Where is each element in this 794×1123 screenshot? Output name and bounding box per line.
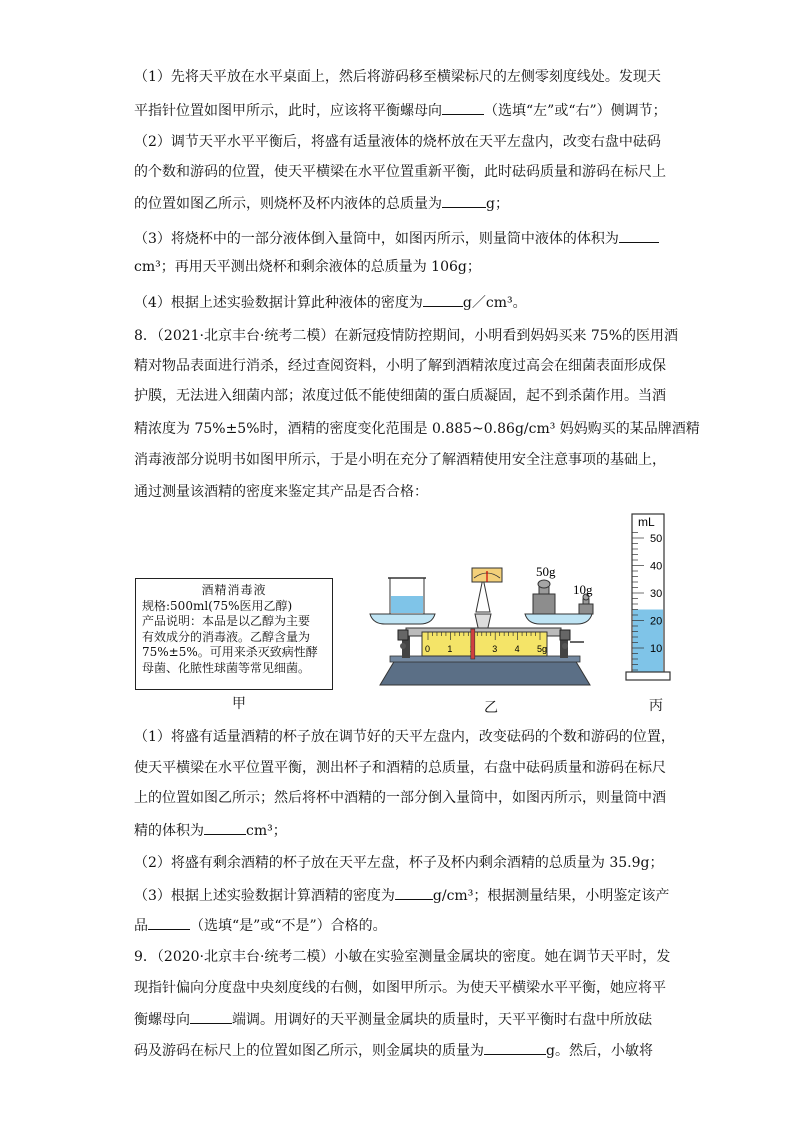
answer-blank[interactable]	[148, 915, 190, 930]
q8-line1: 8．（2021·北京丰台·统考二模）在新冠疫情防控期间，小明看到妈妈买来 75%的医用酒	[134, 328, 679, 344]
text: 码及游码在标尺上的位置如图乙所示，则金属块的质量为	[134, 1043, 484, 1059]
text: 端调。用调好的天平测量金属块的质量时，天平平衡时右盘中所放砝	[232, 1012, 652, 1028]
rider	[471, 629, 475, 659]
q7-part4-line	[134, 292, 527, 312]
q9-line4	[134, 1040, 653, 1060]
ruler-tick-label: 3	[492, 644, 498, 654]
label-spec: 规格:500ml(75%医用乙醇)	[142, 598, 293, 613]
q8-line3: 护膜，无法进入细菌内部；浓度过低不能使细菌的蛋白质凝固，起不到杀菌作用。当酒	[134, 388, 666, 404]
ruler-tick-label: 4	[514, 644, 520, 654]
q7-part3-line2: cm³；再用天平测出烧杯和剩余液体的总质量为 106g；	[134, 259, 481, 275]
q8-sub2-line: （2）将盛有剩余酒精的杯子放在天平左盘，杯子及杯内剩余酒精的总质量为 35.9g；	[134, 855, 664, 871]
balance-base-top	[390, 656, 580, 662]
text: 精的体积为	[134, 823, 204, 839]
text: 的位置如图乙所示，则烧杯及杯内液体的总质量为	[134, 196, 442, 212]
label-desc-3: 75%±5%。可用来杀灭致病性酵	[142, 645, 318, 659]
q7-part2-line1: （2）调节天平水平平衡后，将盛有适量液体的烧杯放在天平左盘内，改变右盘中砝码	[134, 134, 661, 150]
balance-base	[380, 660, 590, 685]
text: g/cm³；根据测量结果，小明鉴定该产	[432, 888, 670, 904]
caption-yi: 乙	[484, 700, 498, 716]
q7-part3-line1	[134, 228, 659, 248]
weight-50g-label: 50g	[536, 564, 556, 579]
right-pan	[525, 614, 592, 624]
q7-part2-line2: 的个数和游码的位置，使天平横梁在水平位置重新平衡，此时砝码质量和游码在标尺上	[134, 164, 666, 180]
weight-50g	[533, 594, 555, 614]
caption-jia: 甲	[232, 696, 246, 712]
text: 衡螺母向	[134, 1012, 190, 1028]
text: cm³；	[246, 823, 287, 839]
q8-sub1-line1: （1）将盛有适量酒精的杯子放在调节好的天平左盘内，改变砝码的个数和游码的位置，	[134, 729, 675, 745]
cylinder-tick-label: 10	[650, 643, 663, 655]
text: 平指针位置如图甲所示，此时，应该将平衡螺母向	[134, 103, 442, 119]
text: 品	[134, 918, 148, 934]
balance-figure	[360, 560, 600, 690]
answer-blank[interactable]	[395, 885, 433, 900]
answer-blank[interactable]	[423, 292, 463, 307]
q9-line3	[134, 1009, 652, 1029]
q8-sub3-line2	[134, 915, 387, 935]
weight-10g-label: 10g	[573, 582, 593, 597]
label-desc-2: 有效成分的消毒液。乙醇含量为	[142, 629, 311, 644]
q9-line2: 现指针偏向分度盘中央刻度线的右侧，如图甲所示。为使天平横梁水平平衡，她应将平	[134, 980, 666, 996]
cylinder-tick-label: 40	[650, 560, 663, 573]
q8-line4: 精浓度为 75%±5%时，酒精的密度变化范围是 0.885~0.86g/cm³ 妈妈购买的某品牌酒精	[134, 421, 700, 437]
ruler	[422, 632, 547, 656]
cylinder-tick-label: 30	[650, 588, 663, 600]
cylinder-tick-label: 50	[650, 533, 663, 545]
q8-sub1-line2: 使天平横梁在水平位置平衡，测出杯子和酒精的总质量，右盘中砝码质量和游码在标尺	[134, 760, 666, 776]
cylinder-unit: mL	[638, 515, 655, 529]
caption-bing: 丙	[649, 698, 663, 714]
q7-part1-line2	[134, 100, 667, 120]
answer-blank[interactable]	[619, 228, 659, 243]
q7-part1-line1: （1）先将天平放在水平桌面上，然后将游码移至横梁标尺的左侧零刻度线处。发现天	[134, 69, 661, 85]
answer-blank[interactable]	[484, 1040, 546, 1055]
q8-sub3-line1	[134, 885, 669, 905]
text: （选填“是”或“不是”）合格的。	[190, 918, 387, 934]
text: g；	[486, 196, 509, 212]
answer-blank[interactable]	[190, 1009, 232, 1024]
q8-line2: 精对物品表面进行消杀，经过查阅资料，小明了解到酒精浓度过高会在细菌表面形成保	[134, 358, 666, 374]
text: g／cm³。	[462, 295, 527, 311]
q8-sub1-line3: 上的位置如图乙所示；然后将杯中酒精的一部分倒入量筒中，如图丙所示，则量筒中酒	[134, 790, 666, 806]
alcohol-liquid	[391, 596, 423, 613]
left-pan	[370, 614, 435, 624]
weight-10g	[579, 604, 593, 614]
ruler-tick-label: 0	[425, 644, 431, 654]
q8-line5: 消毒液部分说明书如图甲所示，于是小明在充分了解酒精使用安全注意事项的基础上，	[134, 452, 666, 468]
q8-line6: 通过测量该酒精的密度来鉴定其产品是否合格：	[134, 484, 428, 500]
answer-blank[interactable]	[442, 193, 486, 208]
q9-line1: 9．（2020·北京丰台·统考二模）小敏在实验室测量金属块的密度。她在调节天平时，发	[134, 949, 671, 965]
graduated-cylinder	[624, 508, 672, 683]
label-desc-4: 母菌、化脓性球菌等常见细菌。	[142, 660, 311, 675]
text: （选填“左”或“右”）侧调节；	[484, 103, 667, 119]
q7-part2-line3	[134, 193, 509, 213]
answer-blank[interactable]	[442, 100, 484, 115]
answer-blank[interactable]	[204, 820, 246, 835]
label-desc-1: 产品说明：本品是以乙醇为主要	[142, 614, 311, 628]
text: （3）根据上述实验数据计算酒精的密度为	[134, 888, 395, 904]
cylinder-tick-label: 20	[650, 615, 663, 628]
sanitizer-label-box	[135, 578, 333, 690]
label-title: 酒精消毒液	[201, 583, 267, 597]
text: g。然后，小敏将	[546, 1043, 653, 1059]
ruler-tick-label: 5g	[537, 644, 548, 654]
text: （3）将烧杯中的一部分液体倒入量筒中，如图丙所示，则量筒中液体的体积为	[134, 231, 619, 247]
ruler-tick-label: 1	[447, 644, 453, 654]
text: （4）根据上述实验数据计算此种液体的密度为	[134, 295, 423, 311]
q8-sub1-line4	[134, 820, 287, 840]
